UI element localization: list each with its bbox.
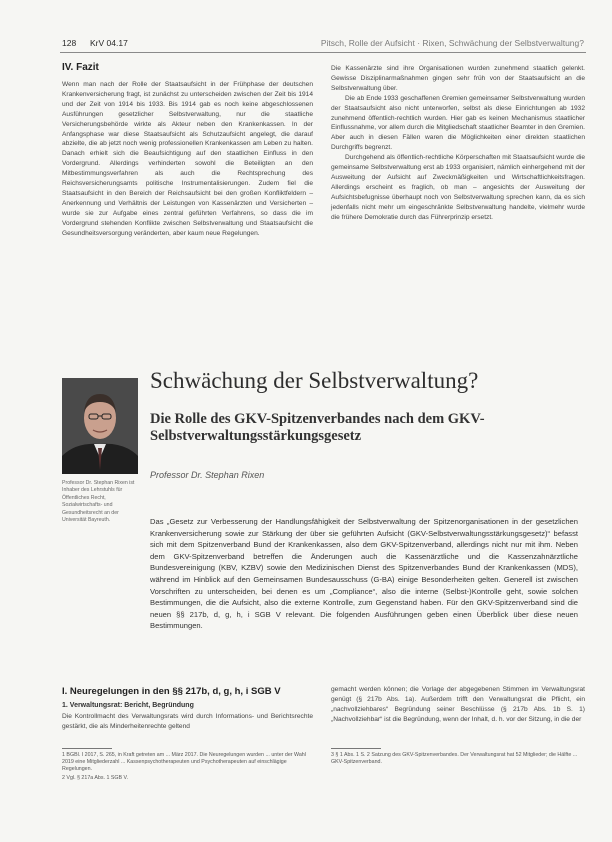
footnote-rule-left xyxy=(62,748,112,749)
fazit-right-paragraph-3: Durchgehend als öffentlich-rechtliche Körperschaften mit Staatsaufsicht wurde die gemeinsame Selbstverwaltung erst ab 1933 organisiert, nämlich einhergehend mit der Ausweitung der Aufsicht auf Zweckmäßigkeiten und Wirtschaftlichkeitsfragen. Allerdings erscheint es fraglich, ob man – angesichts der Ausweitung der Aufsichtsbefugnisse überhaupt noch von Selbstverwaltung sprechen kann, da es sich jedenfalls nicht mehr um eingeschränkte Selbstverwaltung handelte, vielmehr wurde die frühere Demokratie durch das Führerprinzip ersetzt. xyxy=(331,154,585,221)
fazit-heading: IV. Fazit xyxy=(62,62,99,73)
subsection-heading: 1. Verwaltungsrat: Bericht, Begründung xyxy=(62,702,194,709)
footnote-rule-right xyxy=(331,748,381,749)
footnotes-right xyxy=(331,752,585,767)
footnotes-left xyxy=(62,752,313,783)
article-abstract: Das „Gesetz zur Verbesserung der Handlungsfähigkeit der Selbstverwaltung der Spitzenorganisationen in der gesetzlichen Krankenversicherung sowie zur Stärkung der über sie geführten Aufsicht (GKV-Selbstverwaltungsstärkungsgesetz)“ befasst sich mit dem Spitzenverband Bund der Krankenkassen, also dem GKV-Spitzenverband, allerdings nicht nur mit ihm. Neben dem GKV-Spitzenverband betreffen die Änderungen auch die Kassenärztliche und die Kassenzahnärztliche Bundesvereinigung (KBV, KZBV) sowie den Medizinischen Dienst des Spitzenverbandes Bund der Krankenkassen (MDS), während im Hinblick auf den Gemeinsamen Bundesausschuss (G-BA) einige Besonderheiten gelten. Generell ist zwischen Vorschriften zu unterscheiden, bei denen es um „Compliance“, also die interne (Selbst-)Kontrolle geht, sowie solchen Bestimmungen, die die Aufsicht, also die externe Kontrolle, zum Gegenstand haben. Für den GKV-Spitzenverband sind die neuen §§ 217b, d, g, h, i SGB V relevant. Die folgenden Ausführungen geben einen Überblick über diese neuen Bestimmungen. xyxy=(150,517,578,631)
journal-issue: KrV 04.17 xyxy=(90,38,128,48)
fazit-left-paragraph: Wenn man nach der Rolle der Staatsaufsicht in der Frühphase der deutschen Krankenversicherung fragt, ist zunächst zu unterscheiden zwischen der Zeit bis 1914 und der Zeit von 1914 bis 1933. Bis 1914 gab es noch keine abgeschlossenen Ausführungen gesetzlicher Selbstverwaltung, nur die staatliche Versicherungsbehörde wirkte als Akteur neben den Krankenkassen. In der Anfangsphase war diese Staatsaufsicht als Schutzaufsicht angelegt, die darauf abzielte, die ab jetzt noch wenig professionellen Krankenkassen am Leben zu halten. Danach erhielt sich die Beaufsichtigung auf den staatlichen Einfluss in den Vordergrund. Allerdings verhinderten sowohl die Beteiligten an den Mitbestimmungsverfahren als auch die Rechtsprechung des Reichsversicherungsamts politische Instrumentalisierungen. Zudem fiel die Staatsaufsicht in den Bereich der Reichsaufsicht bei den großen Konfliktfeldern – Anerkennung und Verhältnis der Leistungen von Kassenärzten und Versicherten – wurde sie zur Aufgabe eines zentral geführten Verfahrens, so dass die im Vordergrund stehenden Konflikte zwischen Selbstverwaltung und Staatsaufsicht die Gesundheitsversorgung veränderten, aber kaum neue Regelungen. xyxy=(62,81,313,237)
article-author: Professor Dr. Stephan Rixen xyxy=(150,470,265,480)
running-title: Pitsch, Rolle der Aufsicht · Rixen, Schwächung der Selbstverwaltung? xyxy=(320,38,584,48)
fazit-right-paragraph-2: Die ab Ende 1933 geschaffenen Gremien gemeinsamer Selbstverwaltung wurden der Staatsaufsicht also nicht unterworfen, selbst als diese Einrichtungen ab 1932 zunehmend öffentlich-rechtlich wurden. Hier gab es keinen Mechanismus staatlicher Einflussnahme, vor allem durch die Mitgliedschaft staatlicher Beamter in den Gremien. Aber auch in diesen Fällen waren die Möglichkeiten einer direkten staatlichen Durchgriffs begrenzt. xyxy=(331,94,585,152)
running-header xyxy=(62,38,584,50)
fazit-right-paragraph-1: Die Kassenärzte sind ihre Organisationen wurden zunehmend staatlich gelenkt. Gewisse Disziplinarmaßnahmen gingen sehr früh von der Staatsaufsicht an die Selbstverwaltung über. xyxy=(331,65,585,92)
footnote-1: 1 BGBl. I 2017, S. 265, in Kraft getreten am ... März 2017. Die Neuregelungen wurden ... unter der Wahl 2019 eine Mitgliederzahl ... Kassenpsychotherapeuten und Psychotherapeuten auf einschlägige Regelungen. xyxy=(62,752,306,773)
section-right-column xyxy=(331,685,585,725)
section-right-paragraph: gemacht werden können; die Vorlage der abgegebenen Stimmen im Verwaltungsrat genügt (§ 217b Abs. 1a). Außerdem trifft den Verwaltungsrat die Pflicht, ein „nachvollziehbares“ Begründung seiner Beschlüsse (§ 217b Abs. 1b S. 1) „Nachvollziehbar“ ist die Begründung, wenn der Inhalt, d. h. vor der Sitzung, in die der xyxy=(331,686,585,723)
footnote-2: 2 Vgl. § 217a Abs. 1 SGB V. xyxy=(62,774,129,781)
fazit-right-column xyxy=(331,64,585,223)
footnote-3: 3 § 1 Abs. 1 S. 2 Satzung des GKV-Spitzenverbandes. Der Verwaltungsrat hat 52 Mitglieder; die Hälfte ... GKV-Spitzenverband. xyxy=(331,752,578,766)
section-left-column xyxy=(62,712,313,732)
header-rule xyxy=(60,52,586,53)
page-number: 128 xyxy=(62,38,77,48)
author-caption: Professor Dr. Stephan Rixen ist Inhaber des Lehrstuhls für Öffentliches Recht, Sozialwirtschafts- und Gesundheitsrecht an der Universität Bayreuth. xyxy=(62,480,135,524)
article-title: Schwächung der Selbstverwaltung? xyxy=(150,368,479,393)
section-heading: I. Neuregelungen in den §§ 217b, d, g, h, i SGB V xyxy=(62,686,281,697)
section-left-paragraph: Die Kontrollmacht des Verwaltungsrats wird durch Informations- und Berichtsrechte gestärkt, die als Minderheitenrechte geltend xyxy=(62,713,313,730)
fazit-left-column xyxy=(62,80,313,239)
author-portrait-image xyxy=(62,378,138,474)
author-photo xyxy=(62,378,138,474)
article-subtitle: Die Rolle des GKV-Spitzenverbandes nach dem GKV-Selbstverwaltungsstärkungsgesetz xyxy=(150,411,485,444)
